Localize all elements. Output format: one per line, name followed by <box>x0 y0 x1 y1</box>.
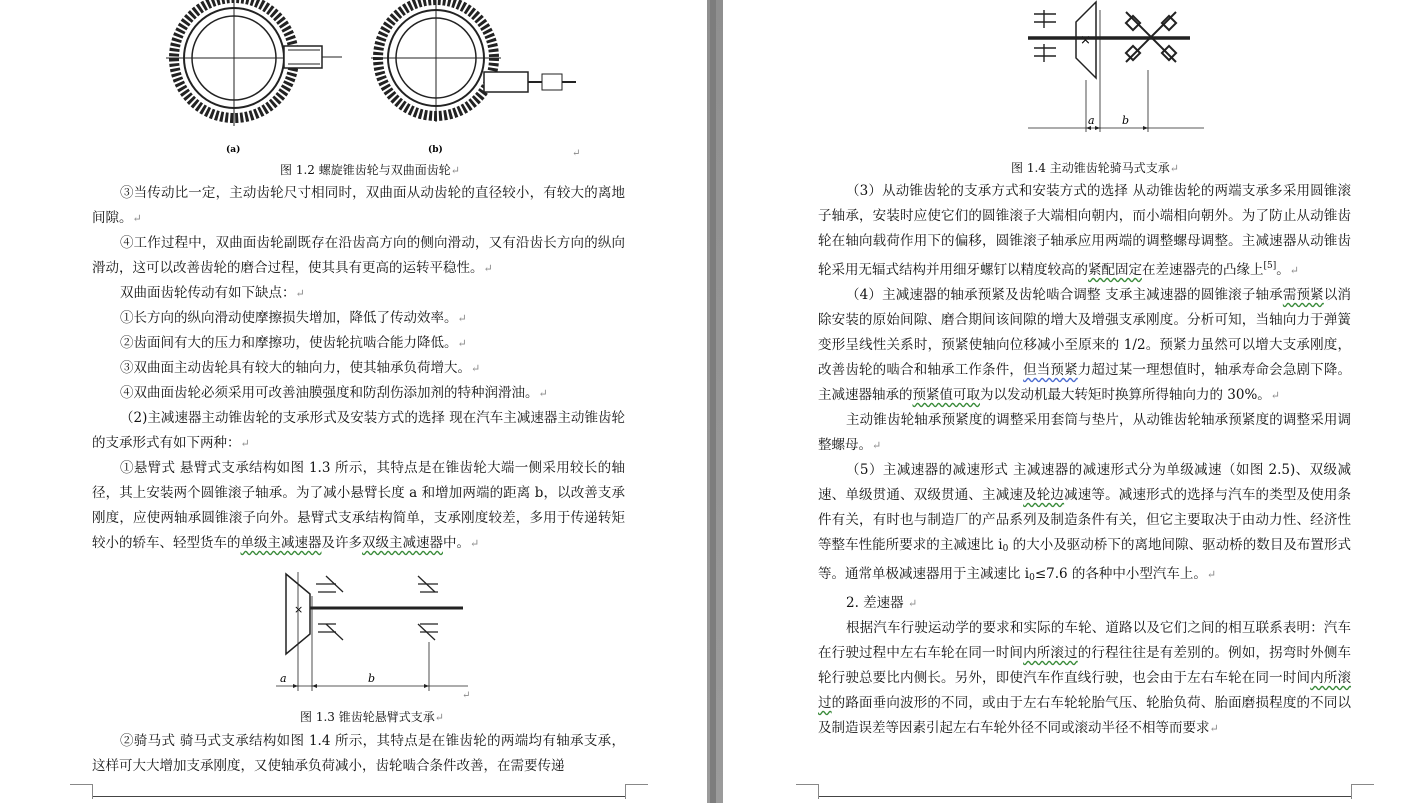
paragraph: ②骑马式 骑马式支承结构如图 1.4 所示，其特点是在锥齿轮的两端均有轴承支承，这样可大大增加支承刚度，又使轴承负荷减小，齿轮啮合条件改善，在需要传递 <box>92 733 625 774</box>
paragraph: （2)主减速器主动锥齿轮的支承形式及安装方式的选择 现在汽车主减速器主动锥齿轮的支承形式有如下两种：↵ <box>92 410 625 451</box>
left-body-text-2 <box>92 729 625 779</box>
figure-1-4-caption: 图 1.4 主动锥齿轮骑马式支承↵ <box>1011 161 1179 175</box>
straddle-support-drawing <box>1028 2 1204 132</box>
right-body-text <box>818 179 1351 741</box>
paragraph: 根据汽车行驶运动学的要求和实际的车轮、道路以及它们之间的相互联系表明：汽车在行驶过程中左右车轮在同一时间内所滚过的行程往往是有差别的。例如，拐弯时外侧车轮行驶总要比内侧长。另外，即使汽车作直线行驶，也会由于左右车轮在同一时间内所滚过的路面垂向波形的不同，或由于左右车轮轮胎气压、轮胎负荷、胎面磨损程度的不同以及制造误差等因素引起左右车轮外径不同或滚动半径不相等而要求↵ <box>818 620 1352 736</box>
figure-1-3 <box>268 566 478 701</box>
dimension-a: a <box>1088 114 1095 127</box>
left-body-text-1 <box>92 181 625 556</box>
paragraph: 双曲面齿轮传动有如下缺点：↵ <box>120 285 305 301</box>
dimension-a: a <box>280 672 287 685</box>
right-page <box>723 0 1411 803</box>
figure-1-3-caption: 图 1.3 锥齿轮悬臂式支承↵ <box>300 710 444 724</box>
page-gutter-shadow <box>710 0 716 803</box>
paragraph: ①悬臂式 悬臂式支承结构如图 1.3 所示，其特点是在锥齿轮大端一侧采用较长的轴径，其上安装两个圆锥滚子轴承。为了减小悬臂长度 a 和增加两端的距离 b，以改善支承刚度，应使两轴承圆锥滚子向外。悬臂式支承结构简单，支承刚度较差，多用于传递转矩较小的轿车、轻型货车的单级主减速器及许多双级主减速器中。↵ <box>92 460 625 551</box>
paragraph: ③双曲面主动齿轮具有较大的轴向力，使其轴承负荷增大。↵ <box>120 360 481 376</box>
page-bottom-rule <box>818 796 1351 797</box>
hypoid-gear-drawing <box>371 0 576 122</box>
page-corner-mark <box>70 784 93 799</box>
figure-1-2-label-b: (b) <box>428 145 443 155</box>
svg-text:×: × <box>1080 33 1091 48</box>
dimension-b: b <box>368 672 376 685</box>
spiral-bevel-gear-drawing <box>166 0 342 126</box>
page-corner-mark <box>625 784 648 799</box>
section-heading: 2. 差速器 ↵ <box>846 595 918 611</box>
figure-1-4 <box>1028 0 1298 140</box>
figure-1-2 <box>166 0 586 160</box>
paragraph: ①长方向的纵向滑动使摩擦损失增加，降低了传动效率。↵ <box>120 310 467 326</box>
paragraph: 主动锥齿轮轴承预紧度的调整采用套筒与垫片，从动锥齿轮轴承预紧度的调整采用调整螺母。↵ <box>818 412 1351 453</box>
page-corner-mark <box>1351 784 1374 799</box>
page-bottom-rule <box>92 796 625 797</box>
paragraph-mark: ↵ <box>462 690 471 701</box>
paragraph: ③当传动比一定，主动齿轮尺寸相同时，双曲面从动齿轮的直径较小，有较大的离地间隙。↵ <box>92 185 625 226</box>
figure-1-2-label-a: (a) <box>226 145 241 155</box>
paragraph-mark: ↵ <box>572 148 581 159</box>
figure-1-2-caption: 图 1.2 螺旋锥齿轮与双曲面齿轮↵ <box>280 163 460 177</box>
page-corner-mark <box>796 784 819 799</box>
paragraph: （5）主减速器的减速形式 主减速器的减速形式分为单级减速（如图 2.5)、双级减速、单级贯通、双级贯通、主减速及轮边减速等。减速形式的选择与汽车的类型及使用条件有关，有时也与制造厂的产品系列及制造条件有关，但它主要取决于由动力性、经济性等整车性能所要求的主减速比 $i_0$ 的大小及驱动桥下的离地间隙、驱动桥的数目及布置形式等。通常单极减速器用于主减速比 $i_0\le 7.6$ 的各种中小型汽车上。↵ <box>818 462 1352 583</box>
paragraph: ②齿面间有大的压力和摩擦功，使齿轮抗啮合能力降低。↵ <box>120 335 467 351</box>
dimension-b: b <box>1122 114 1130 127</box>
paragraph: ④工作过程中，双曲面齿轮副既存在沿齿高方向的侧向滑动，又有沿齿长方向的纵向滑动，这可以改善齿轮的磨合过程，使其具有更高的运转平稳性。↵ <box>92 235 625 276</box>
svg-text:×: × <box>294 603 304 616</box>
paragraph: （4）主减速器的轴承预紧及齿轮啮合调整 支承主减速器的圆锥滚子轴承需预紧以消除安装的原始间隙、磨合期间该间隙的增大及增强支承刚度。分析可知，当轴向力于弹簧变形呈线性关系时，预紧使轴向位移减小至原来的 1/2。预紧力虽然可以增大支承刚度，改善齿轮的啮合和轴承工作条件，但当预紧力超过某一理想值时，轴承寿命会急剧下降。主减速器轴承的预紧值可取为以发动机最大转矩时换算所得轴向力的 30%。↵ <box>818 287 1352 403</box>
paragraph: （3）从动锥齿轮的支承方式和安装方式的选择 从动锥齿轮的两端支承多采用圆锥滚子轴承，安装时应使它们的圆锥滚子大端相向朝内，而小端相向朝外。为了防止从动锥齿轮在轴向载荷作用下的偏移，圆锥滚子轴承应用两端的调整螺母调整。主减速器从动锥齿轮采用无辐式结构并用细牙螺钉以精度较高的紧配固定在差速器壳的凸缘上[5]。↵ <box>818 183 1351 278</box>
paragraph: ④双曲面齿轮必须采用可改善油膜强度和防刮伤添加剂的特种润滑油。↵ <box>120 385 548 401</box>
